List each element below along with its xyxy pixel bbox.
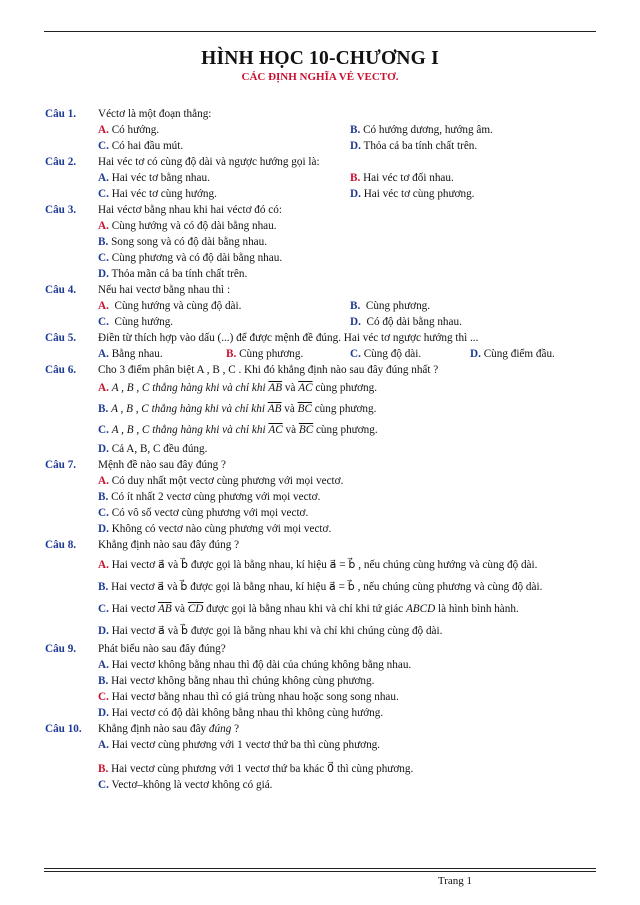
question-number: Câu 5. [45,332,77,344]
question-text: Hai véctơ bằng nhau khi hai véctơ đó có: [98,204,282,216]
question-text: Hai véc tơ có cùng độ dài và ngược hướng gọi là: [98,156,320,168]
page-subtitle: CÁC ĐỊNH NGHĨA VÉ VECTƠ. [241,71,399,83]
option-b: B. Có hướng dương, hướng âm. [350,124,493,136]
option-a: A. Có duy nhất một vectơ cùng phương với mọi vectơ. [98,475,344,487]
option-b: B. Hai vectơ không bằng nhau thì chúng không cùng phương. [98,675,375,687]
option-c: C. Có hai đầu mút. [98,140,184,152]
question-8 [45,537,601,553]
option-a: A. Có hướng. [98,124,160,136]
question-number: Câu 2. [45,156,77,168]
option-b: B. Hai vectơ a⃗ và b⃗ được gọi là bằng nhau, kí hiệu a⃗ = b⃗ , nếu chúng cùng phương và cùng độ dài. [98,581,543,593]
option-c: C. Hai vectơ bằng nhau thì có giá trùng nhau hoặc song song nhau. [98,691,399,703]
top-rule [44,31,596,32]
option-c: C. Cùng hướng. [98,316,174,328]
question-text: Điền từ thích hợp vào dấu (...) để được mệnh đề đúng. Hai véc tơ ngược hướng thì ... [98,332,479,344]
question-number: Câu 1. [45,108,77,120]
option-a: A. Hai véc tơ bằng nhau. [98,172,210,184]
option-d: D. Hai vectơ có độ dài không bằng nhau thì không cùng hướng. [98,707,384,719]
question-text: Khẳng định nào sau đây đúng ? [98,723,240,735]
question-list [45,106,601,793]
option-b: B. Cùng phương. [350,300,431,312]
option-c: C. Cùng phương và có độ dài bằng nhau. [98,252,283,264]
option-c: C. Có vô số vectơ cùng phương với mọi vectơ. [98,507,309,519]
option-b: B. Hai vectơ cùng phương với 1 vectơ thứ ba khác 0⃗ thì cùng phương. [98,763,414,775]
question-number: Câu 9. [45,643,77,655]
option-a: A. A , B , C thẳng hàng khi và chỉ khi $\overline{AB}$ và $\overline{AC}$ cùng phương. [98,382,378,394]
option-d: D. Hai véc tơ cùng phương. [350,188,475,200]
question-number: Câu 6. [45,364,77,376]
question-3 [45,202,601,218]
question-2 [45,154,601,170]
option-a: A. Hai vectơ a⃗ và b⃗ được gọi là bằng nhau, kí hiệu a⃗ = b⃗ , nếu chúng cùng hướng và cùng độ dài. [98,559,538,571]
question-number: Câu 3. [45,204,77,216]
option-a: A. Hai vectơ không bằng nhau thì độ dài của chúng không bằng nhau. [98,659,412,671]
option-c: C. Hai véc tơ cùng hướng. [98,188,217,200]
question-text: Cho 3 điểm phân biệt A , B , C . Khi đó khẳng định nào sau đây đúng nhất ? [98,364,439,376]
option-d: D. Cùng điểm đầu. [470,348,555,360]
option-d: D. Cả A, B, C đều đúng. [98,443,208,455]
question-number: Câu 4. [45,284,77,296]
page-number: Trang 1 [437,875,472,887]
option-d: D. Thỏa cả ba tính chất trên. [350,140,478,152]
question-text: Khẳng định nào sau đây đúng ? [98,539,240,551]
page-title: HÌNH HỌC 10-CHƯƠNG I [201,48,439,69]
option-c: C. Vectơ–không là vectơ không có giá. [98,779,273,791]
option-d: D. Không có vectơ nào cùng phương với mọi vectơ. [98,523,332,535]
option-b: B. A , B , C thẳng hàng khi và chỉ khi $\overline{AB}$ và $\overline{BC}$ cùng phương. [98,403,377,415]
footer-rule [44,871,596,872]
question-number: Câu 7. [45,459,77,471]
question-text: Véctơ là một đoạn thẳng: [98,108,212,120]
option-b: B. Cùng phương. [226,348,304,360]
option-b: B. Hai véc tơ đối nhau. [350,172,454,184]
question-number: Câu 10. [45,723,82,735]
option-a: A. Hai vectơ cùng phương với 1 vectơ thứ ba thì cùng phương. [98,739,381,751]
option-a: A. Cùng hướng và cùng độ dài. [98,300,242,312]
question-5 [45,330,601,346]
option-d: D. Có độ dài bằng nhau. [350,316,462,328]
question-6 [45,362,601,378]
question-number: Câu 8. [45,539,77,551]
option-c: C. A , B , C thẳng hàng khi và chỉ khi $\overline{AC}$ và $\overline{BC}$ cùng phương. [98,424,378,436]
option-b: B. Song song và có độ dài bằng nhau. [98,236,268,248]
option-b: B. Có ít nhất 2 vectơ cùng phương với mọi vectơ. [98,491,321,503]
option-a: A. Cùng hướng và có độ dài bằng nhau. [98,220,277,232]
option-a: A. Bằng nhau. [98,348,163,360]
question-10 [45,721,601,737]
question-4 [45,282,601,298]
option-d: D. Thỏa mãn cả ba tính chất trên. [98,268,248,280]
question-text: Nếu hai vectơ bằng nhau thì : [98,284,231,296]
question-1 [45,106,601,122]
question-7 [45,457,601,473]
question-9 [45,641,601,657]
question-text: Phát biểu nào sau đây đúng? [98,643,226,655]
option-d: D. Hai vectơ a⃗ và b⃗ được gọi là bằng nhau khi và chỉ khi chúng cùng độ dài. [98,625,443,637]
footer-rule [44,868,596,869]
option-c: C. Cùng độ dài. [350,348,422,360]
question-text: Mệnh đề nào sau đây đúng ? [98,459,227,471]
option-c: C. Hai vectơ $\overline{AB}$ và $\overline{CD}$ được gọi là bằng nhau khi và chỉ khi tứ giác ABCD là hình bình hành. [98,603,519,615]
